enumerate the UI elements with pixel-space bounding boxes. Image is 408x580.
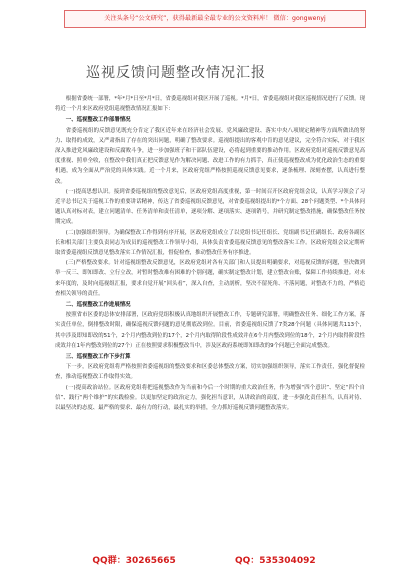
section-heading-3: 三、巡视整改工作下步打算 (65, 354, 131, 361)
body-paragraph: (三)严格整改要求。针对巡视组整改反馈意见，区政府党组对各有关部门和人员提出明确要求，对巡视反馈的问题，坚决做到举一反三、即知即改、立行立改，对暂时整改难有困难的个别问题，确实制定整改计划，建立整改台账，保障工作持续推进。对未来年度的，及时向巡视组汇报，要求自觉开展“回头看”，深入自查，主动剖析，坚决不留死角、不落问题，对整改不力的，严格追查相关领导的责任。 (55, 260, 365, 297)
body-paragraph: 按照省市区委的总体安排部署，区政府党组积极认真地组织开展整改工作，专题研究部署，明确整改任务、细化工作方案，落实责任单位，倒排整改时限，确保巡视反馈问题的意见彻底改到位。目前，省委巡视组反馈了7类28个问题（具体问题共113个，其中涉及即知即改的51个，2个月内整改到位的17个，2个月内取得阶段性成效并在6个月内整改到位的18个，2个月内取得阶段性成效并在1年内整改到位的27个）正在按照要求积极整改当中，涉及区政府系统即知即改的9个问题已全面完成整改。 (55, 312, 365, 349)
qq-number-text: QQ：535304092 (234, 556, 316, 566)
body-paragraph: 省委巡视组的反馈意见既充分肯定了我区近年来在经济社会发展、党风廉政建设、落实中央八项规定精神等方面所做出的努力、取得的成效，又严肃指出了存在的突出问题，明确了整改要求。巡视组提出的客观中肯的意见建议，完全符合实际，对于我区深入推进党风廉政建设和反腐败斗争，进一步加强班子和干部队伍建设，必将起到重要的推动作用。区政府党组对巡视反馈意见高度重视、照单全收，在整改中我们真正把反馈意见作为解决问题、改进工作的有力抓手，真正使巡视整改成为优化政治生态的重要机遇，成为全面从严治党的具体实践。近一个月来，区政府党组严格按照巡视反馈意见要求，逐条梳理、深刻查摆，认真进行整改。 (55, 127, 365, 185)
document-body (55, 94, 365, 413)
body-paragraph: (一)提高思想认识。接到省委巡视组的整改意见后，区政府党组高度重视，第一时间召开区政府党组会议，认真学习领会了习近平总书记关于巡视工作的重要讲话精神，传达了省委巡视组反馈意见，对省委巡视组提出的*个方面、28个问题类型、*个具体问题认真对标对表，建立问题清单、任务清单和责任清单，逐项分解、逐项落实、逐项销号，并研究制定整改措施，确保整改任务按期完成。 (55, 188, 365, 226)
intro-paragraph: 根据省委统一部署，*年*月*日至*月*日，省委巡视组对我区开展了巡视。*月*日，省委巡视组对我区巡视情况进行了反馈。现将近一个月来区政府党组巡视整改情况汇报如下： (55, 96, 365, 113)
body-paragraph: 下一步，区政府党组将严格按照省委巡视组的整改要求和区委总体整改方案，切实加强组织领导，落实工作责任，强化督促检查，推动巡视整改工作取得实效。 (55, 364, 365, 381)
top-banner: 关注头条号“公文研究”，获得最新最全最专业的公文资料库！ 微信：gongwenyj (64, 10, 366, 28)
section-heading-1: 一、巡视整改工作部署情况 (65, 117, 131, 124)
contact-footer (0, 553, 408, 566)
qq-group-text: QQ群：30265665 (92, 556, 176, 566)
body-paragraph: (一)提高政治站位。区政府党组将把巡视整改作为当前和今后一个时期的重大政治任务，作为增强“四个意识”、坚定“四个自信”、践行“两个维护”的实践检验。以更加坚定的政治定力，强化担当意识，从讲政治的高度，进一步强化责任担当，认真对待、以最坚决的态度、最严格的要求、最有力的行动，最扎实的举措，全力抓好巡视反馈问题整改落实。 (55, 384, 365, 412)
document-title: 巡视反馈问题整改情况汇报 (86, 65, 266, 81)
body-paragraph: (二)加强组织领导。为确保整改工作得到有序开展，区政府党组成立了以党组书记任组长、党组副书记任副组长、政府各副区长和相关部门主要负责同志为成员的巡视整改工作领导小组，具体负责省委巡视反馈意见的整改落实工作。区政府党组会议定期听取省委巡视组反馈意见整改落实工作情况汇报，督促检查，推动整改任务有序推进。 (55, 229, 365, 257)
section-heading-2: 二、巡视整改工作进展情况 (65, 302, 131, 309)
